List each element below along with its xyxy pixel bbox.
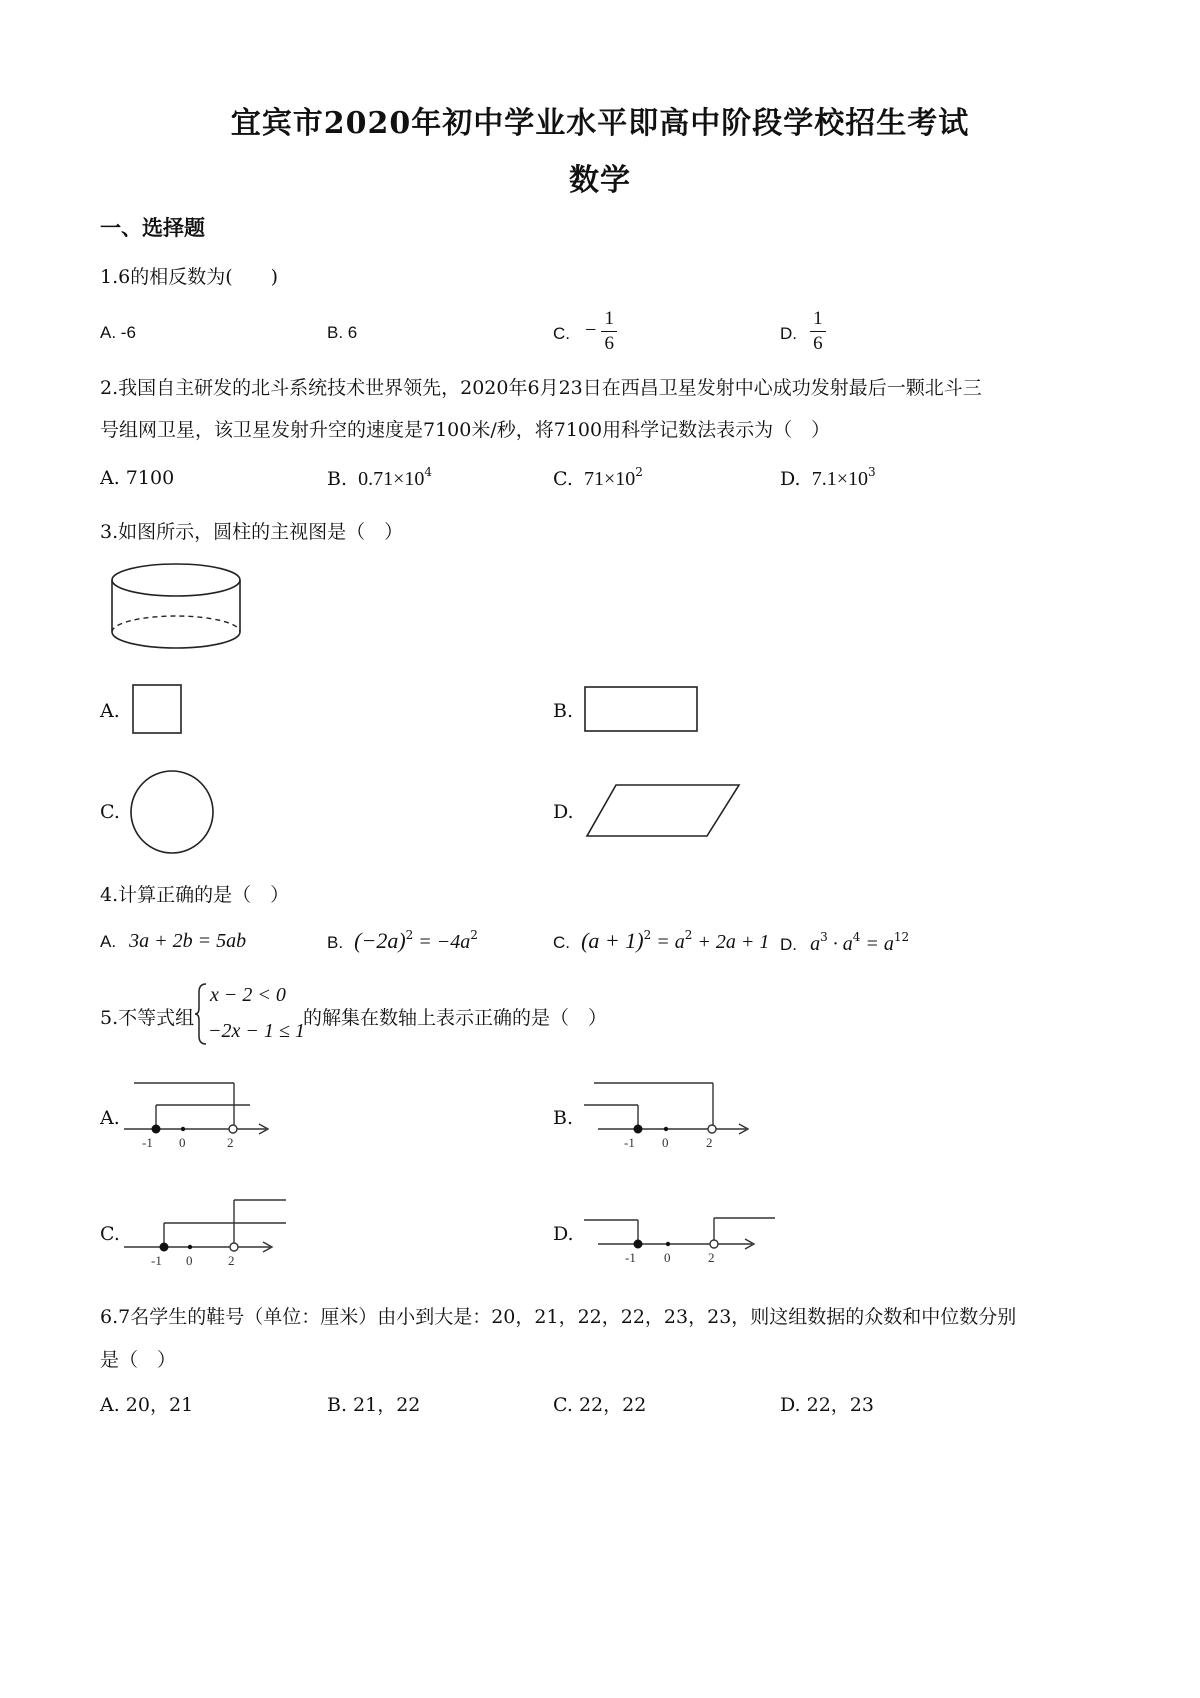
number-line-b — [580, 1075, 760, 1155]
q1-option-d-label: D. — [780, 324, 797, 343]
cylinder-figure — [108, 560, 248, 660]
q1-option-c-numerator: 1 — [601, 307, 617, 332]
q5-option-d-label: D. — [553, 1223, 574, 1245]
rectangle-shape — [584, 686, 700, 734]
q4-option-c-exp2: 2 — [684, 928, 693, 942]
q4-option-c-left: (a + 1) — [581, 928, 644, 953]
q2-option-b-label: B. — [327, 468, 348, 490]
q2-option-d — [780, 465, 876, 491]
question-2-stem-line2: 号组网卫星，该卫星发射升空的速度是7100米/秒，将7100用科学记数法表示为（ ） — [100, 419, 831, 441]
inequality-1: x − 2 < 0 — [210, 984, 286, 1006]
q2-option-a: A. 7100 — [100, 467, 175, 489]
exam-title: 宜宾市2020年初中学业水平即高中阶段学校招生考试 — [230, 106, 970, 141]
q2-option-c-exponent: 2 — [635, 465, 643, 479]
tick-0: 0 — [186, 1253, 193, 1268]
tick-minus-1: -1 — [624, 1135, 635, 1150]
q4-option-b-exp1: 2 — [405, 928, 414, 942]
q4-option-d-e2: 4 — [852, 930, 861, 944]
number-line-d — [580, 1200, 780, 1280]
q5-option-b-label: B. — [553, 1107, 574, 1129]
q2-option-b-exponent: 4 — [424, 465, 433, 479]
question-4-stem: 4.计算正确的是（ ） — [100, 884, 290, 906]
circle-shape — [130, 770, 216, 856]
q4-option-d-e1: 3 — [820, 930, 828, 944]
q4-option-c — [553, 928, 769, 954]
tick-2: 2 — [706, 1135, 713, 1150]
q1-option-d-numerator: 1 — [810, 307, 826, 332]
q3-option-b-label: B. — [553, 700, 574, 722]
q2-option-d-exponent: 3 — [867, 465, 876, 479]
q5-option-c-label: C. — [100, 1223, 120, 1245]
q4-option-d-e3: 12 — [893, 930, 910, 944]
q4-option-d-dot: · a — [827, 933, 853, 955]
q6-option-d: D. 22，23 — [780, 1394, 874, 1416]
question-5-stem-prefix: 5.不等式组 — [100, 1007, 195, 1029]
number-line-c — [120, 1195, 295, 1275]
tick-2: 2 — [228, 1253, 235, 1268]
q1-option-c-fraction — [601, 307, 617, 356]
tick-0: 0 — [179, 1135, 186, 1150]
system-brace — [194, 982, 208, 1046]
q1-option-a: A. -6 — [100, 323, 136, 342]
q3-option-d-label: D. — [553, 801, 574, 823]
q2-option-d-base: 7.1×10 — [811, 468, 868, 490]
tick-0: 0 — [664, 1250, 671, 1265]
subject-title: 数学 — [569, 163, 631, 198]
q2-option-b — [327, 465, 432, 491]
question-5-stem-suffix: 的解集在数轴上表示正确的是（ ） — [303, 1007, 608, 1029]
number-line-a — [120, 1075, 280, 1155]
q4-option-c-mid: = a — [651, 931, 685, 953]
q1-option-c — [553, 307, 617, 356]
q4-option-a — [100, 930, 246, 953]
q4-option-c-label: C. — [553, 933, 570, 952]
q3-option-c-label: C. — [100, 801, 120, 823]
square-shape — [132, 684, 184, 736]
q4-option-a-label: A. — [100, 932, 117, 951]
tick-0: 0 — [662, 1135, 669, 1150]
q4-option-b-left: (−2a) — [354, 928, 406, 953]
question-3-stem: 3.如图所示，圆柱的主视图是（ ） — [100, 521, 404, 543]
q6-option-b: B. 21，22 — [327, 1394, 421, 1416]
q4-option-b-exp2: 2 — [470, 928, 478, 942]
question-2-stem-line1: 2.我国自主研发的北斗系统技术世界领先，2020年6月23日在西昌卫星发射中心成功发射最后一颗北斗三 — [100, 377, 982, 399]
q1-option-c-sign: − — [585, 319, 597, 341]
q1-option-d-fraction — [810, 307, 826, 356]
question-6-stem-line1: 6.7名学生的鞋号（单位：厘米）由小到大是：20，21，22，22，23，23，则这组数据的众数和中位数分别 — [100, 1306, 1017, 1328]
parallelogram-shape — [584, 782, 744, 840]
q1-option-b: B. 6 — [327, 323, 358, 342]
q4-option-b-mid: = −4a — [413, 931, 471, 953]
tick-minus-1: -1 — [142, 1135, 153, 1150]
q4-option-d-label: D. — [780, 935, 797, 954]
inequality-2: −2x − 1 ≤ 1 — [208, 1020, 305, 1042]
q4-option-a-expr: 3a + 2b = 5ab — [129, 930, 247, 952]
question-1-stem: 1.6的相反数为( ) — [100, 266, 279, 288]
q6-option-a: A. 20，21 — [100, 1394, 194, 1416]
q1-option-c-label: C. — [553, 324, 570, 343]
q4-option-b-label: B. — [327, 933, 344, 952]
tick-minus-1: -1 — [625, 1250, 636, 1265]
q2-option-c-label: C. — [553, 468, 573, 490]
q4-option-c-exp1: 2 — [643, 928, 652, 942]
tick-2: 2 — [708, 1250, 715, 1265]
q5-option-a-label: A. — [100, 1107, 120, 1129]
q1-option-d-denominator: 6 — [813, 333, 823, 354]
q4-option-d-a1: a — [810, 933, 821, 955]
q2-option-c-base: 71×10 — [584, 468, 636, 490]
q6-option-c: C. 22，22 — [553, 1394, 647, 1416]
q4-option-d — [780, 930, 909, 956]
q2-option-b-base: 0.71×10 — [358, 468, 425, 490]
q2-option-d-label: D. — [780, 468, 801, 490]
question-6-stem-line2: 是（ ） — [100, 1349, 177, 1371]
tick-2: 2 — [227, 1135, 234, 1150]
q3-option-a-label: A. — [100, 700, 120, 722]
q1-option-c-denominator: 6 — [604, 333, 614, 354]
tick-minus-1: -1 — [151, 1253, 162, 1268]
q1-option-d — [780, 307, 826, 356]
q2-option-c — [553, 465, 643, 491]
q4-option-b — [327, 928, 478, 954]
section-heading: 一、选择题 — [100, 215, 205, 240]
q4-option-d-eq: = a — [860, 933, 894, 955]
q4-option-c-tail: + 2a + 1 — [692, 931, 770, 953]
